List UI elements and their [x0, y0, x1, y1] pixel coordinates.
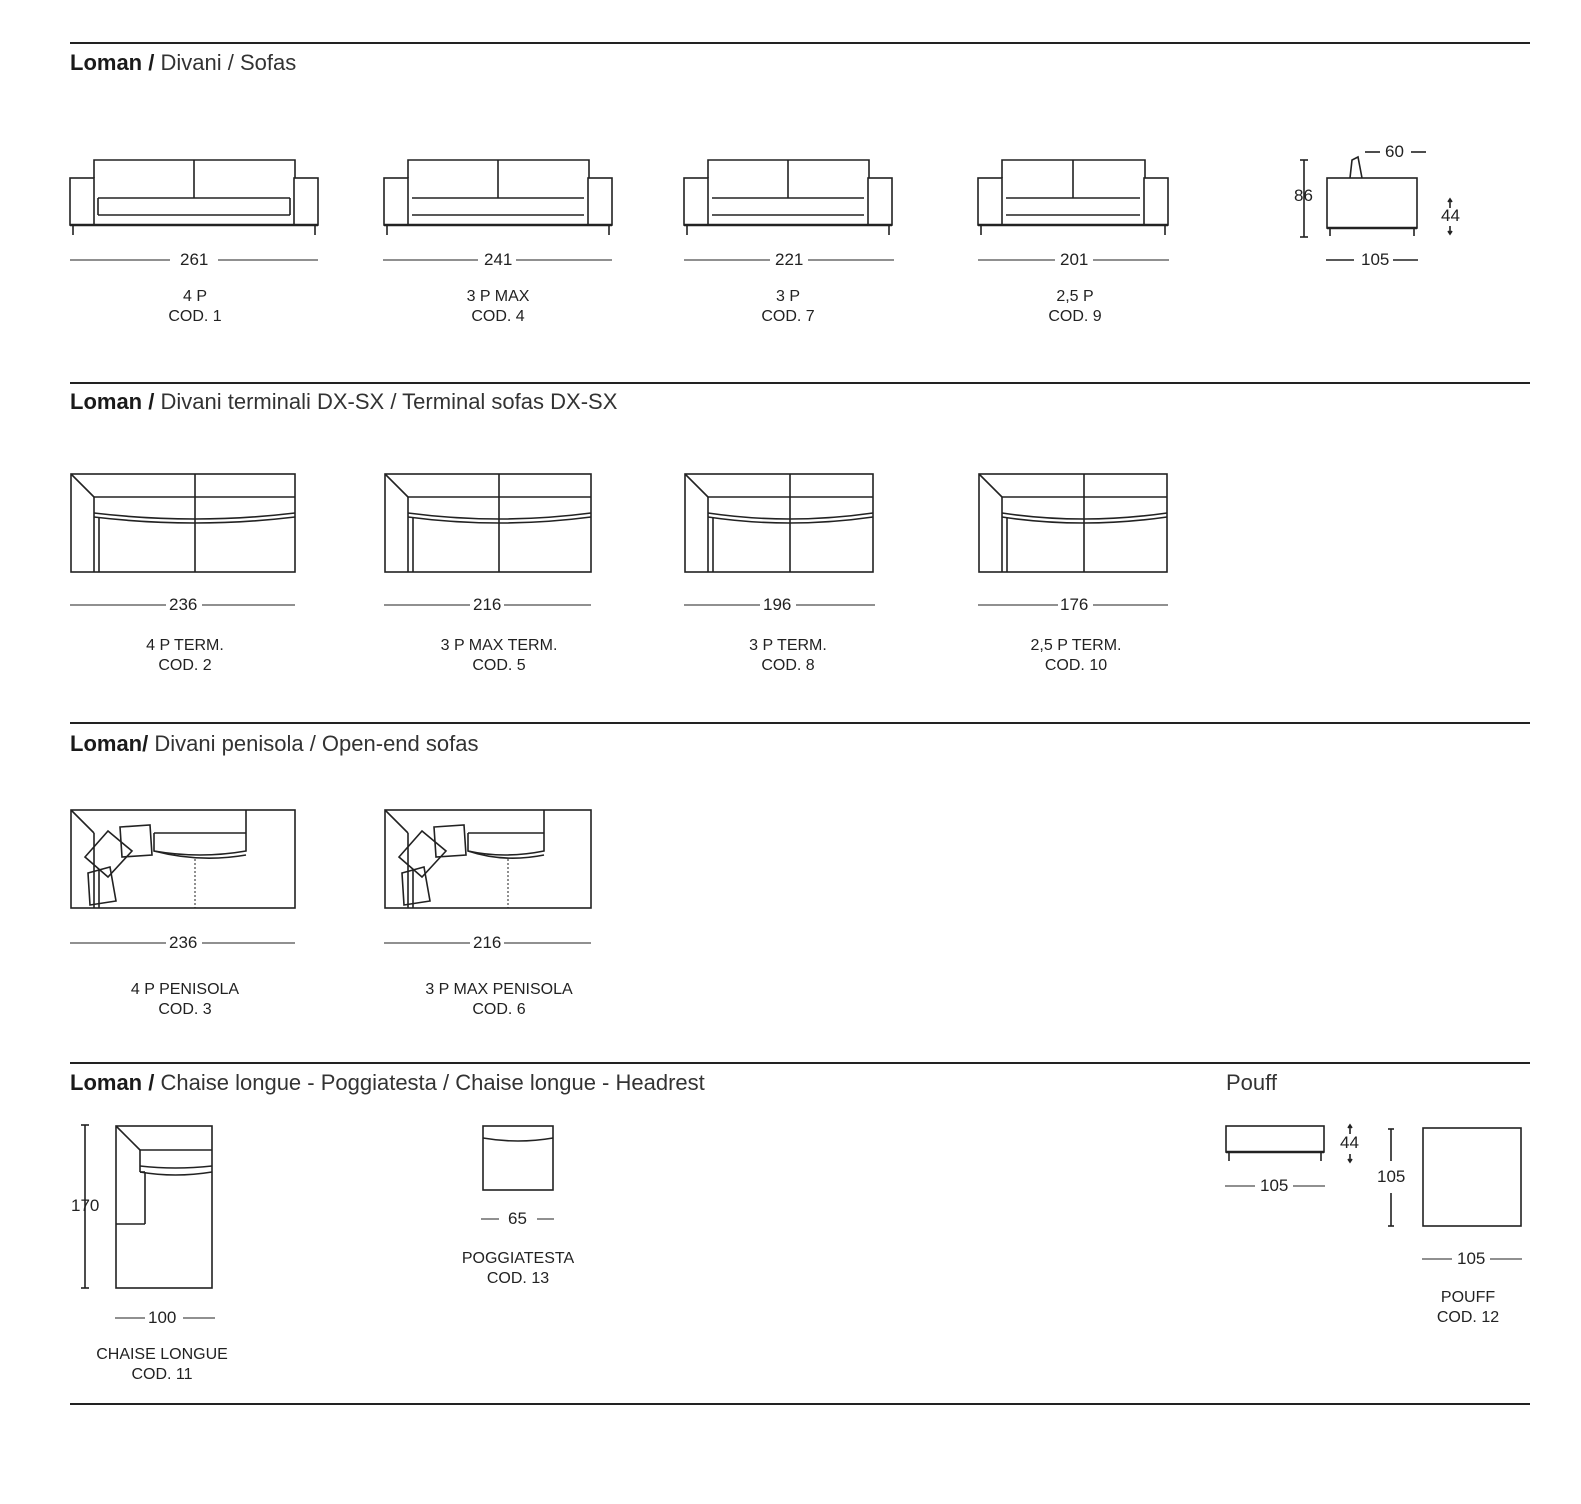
model-code: COD. 3	[158, 1001, 212, 1018]
title-english: / Sofas	[227, 50, 297, 75]
model-code: COD. 2	[158, 657, 212, 674]
model-name: 3 P TERM.	[749, 637, 827, 654]
terminal-4p-label	[146, 636, 224, 676]
title-english: / Terminal sofas DX-SX	[390, 389, 618, 414]
sofa-2-5p-label	[1048, 287, 1101, 327]
side-view-height: 86	[1294, 186, 1313, 205]
model-name: 3 P	[775, 288, 800, 305]
model-code: COD. 11	[131, 1366, 193, 1383]
terminal-2-5p-width: 176	[1060, 595, 1089, 614]
model-name: 2,5 P TERM.	[1030, 637, 1122, 654]
section-rule-1	[70, 42, 1530, 44]
model-name: POUFF	[1440, 1289, 1496, 1306]
model-name: 4 P PENISOLA	[130, 981, 240, 998]
penisola-4p-drawing	[70, 809, 297, 911]
terminal-3p-label	[749, 636, 827, 676]
sofa-4p-width: 261	[180, 250, 209, 269]
model-code: COD. 12	[1436, 1309, 1500, 1326]
chaise-length: 170	[71, 1196, 100, 1215]
section-title-chaise	[70, 1070, 705, 1096]
brand-name: Loman	[70, 50, 143, 75]
model-code: COD. 6	[472, 1001, 526, 1018]
title-slash: /	[148, 389, 155, 414]
headrest-drawing	[481, 1124, 556, 1194]
side-view-depth: 105	[1361, 250, 1390, 269]
penisola-3p-max-width: 216	[473, 933, 502, 952]
model-code: COD. 1	[168, 308, 222, 325]
section-title-sofas	[70, 50, 296, 76]
terminal-3p-drawing	[684, 473, 876, 575]
side-view-back-depth: 60	[1385, 142, 1404, 161]
model-name: 3 P MAX	[466, 288, 530, 305]
model-name: 2,5 P	[1056, 288, 1094, 305]
title-english: / Chaise longue - Headrest	[443, 1070, 705, 1095]
terminal-4p-drawing	[70, 473, 297, 575]
sofa-4p-label	[168, 287, 221, 327]
section-title-terminal	[70, 389, 617, 415]
model-name: POGGIATESTA	[461, 1250, 575, 1267]
model-name: 3 P MAX PENISOLA	[425, 981, 573, 998]
headrest-width: 65	[508, 1209, 527, 1228]
model-name: 4 P	[182, 288, 207, 305]
model-name: CHAISE LONGUE	[96, 1346, 228, 1363]
section-rule-4	[70, 1062, 1530, 1064]
model-code: COD. 5	[472, 657, 526, 674]
terminal-2-5p-drawing	[978, 473, 1170, 575]
pouff-top-depth: 105	[1377, 1167, 1406, 1186]
section-rule-bottom	[70, 1403, 1530, 1405]
terminal-3p-width: 196	[763, 595, 792, 614]
terminal-3p-max-label	[441, 636, 558, 676]
model-code: COD. 10	[1044, 657, 1108, 674]
sofa-3p-label	[761, 287, 814, 327]
sofa-3p-max-label	[467, 287, 530, 327]
brand-name: Loman	[70, 389, 143, 414]
terminal-3p-max-width: 216	[473, 595, 502, 614]
model-code: COD. 9	[1048, 308, 1102, 325]
title-slash: /	[148, 50, 155, 75]
model-code: COD. 4	[471, 308, 525, 325]
title-italian: Divani	[160, 50, 222, 75]
model-code: COD. 7	[761, 308, 815, 325]
penisola-4p-label	[131, 980, 239, 1020]
pouff-label	[1437, 1288, 1499, 1328]
terminal-2-5p-label	[1031, 636, 1122, 676]
sofa-2-5p-width: 201	[1060, 250, 1089, 269]
sofa-2-5p-drawing	[977, 158, 1171, 238]
side-view-seat-height: 44	[1441, 206, 1460, 225]
penisola-3p-max-label	[425, 980, 572, 1020]
section-rule-2	[70, 382, 1530, 384]
headrest-label	[462, 1249, 574, 1289]
terminal-4p-width: 236	[169, 595, 198, 614]
penisola-4p-width: 236	[169, 933, 198, 952]
sofa-3p-max-drawing	[383, 158, 615, 238]
terminal-3p-max-drawing	[384, 473, 594, 575]
section-title-pouff: Pouff	[1226, 1070, 1277, 1095]
title-slash: /	[148, 1070, 155, 1095]
title-slash: /	[142, 731, 149, 756]
pouff-top-width: 105	[1457, 1249, 1486, 1268]
section-title-open-end	[70, 731, 478, 757]
brand-name: Loman	[70, 1070, 143, 1095]
section-rule-3	[70, 722, 1530, 724]
sofa-3p-max-width: 241	[484, 250, 513, 269]
model-code: COD. 8	[761, 657, 815, 674]
model-name: 4 P TERM.	[146, 637, 224, 654]
title-english: / Open-end sofas	[309, 731, 479, 756]
pouff-side-width: 105	[1260, 1176, 1289, 1195]
chaise-width: 100	[148, 1308, 177, 1327]
sofa-3p-drawing	[683, 158, 895, 238]
title-italian: Divani terminali DX-SX	[160, 389, 385, 414]
model-code: COD. 13	[486, 1270, 550, 1287]
title-italian: Divani penisola	[154, 731, 304, 756]
sofa-3p-width: 221	[775, 250, 804, 269]
penisola-3p-max-drawing	[384, 809, 594, 911]
model-name: 3 P MAX TERM.	[440, 637, 558, 654]
brand-name: Loman	[70, 731, 143, 756]
pouff-side-height: 44	[1340, 1133, 1359, 1152]
title-italian: Chaise longue - Poggiatesta	[160, 1070, 437, 1095]
sofa-4p-drawing	[69, 158, 319, 238]
chaise-longue-label	[96, 1345, 228, 1385]
